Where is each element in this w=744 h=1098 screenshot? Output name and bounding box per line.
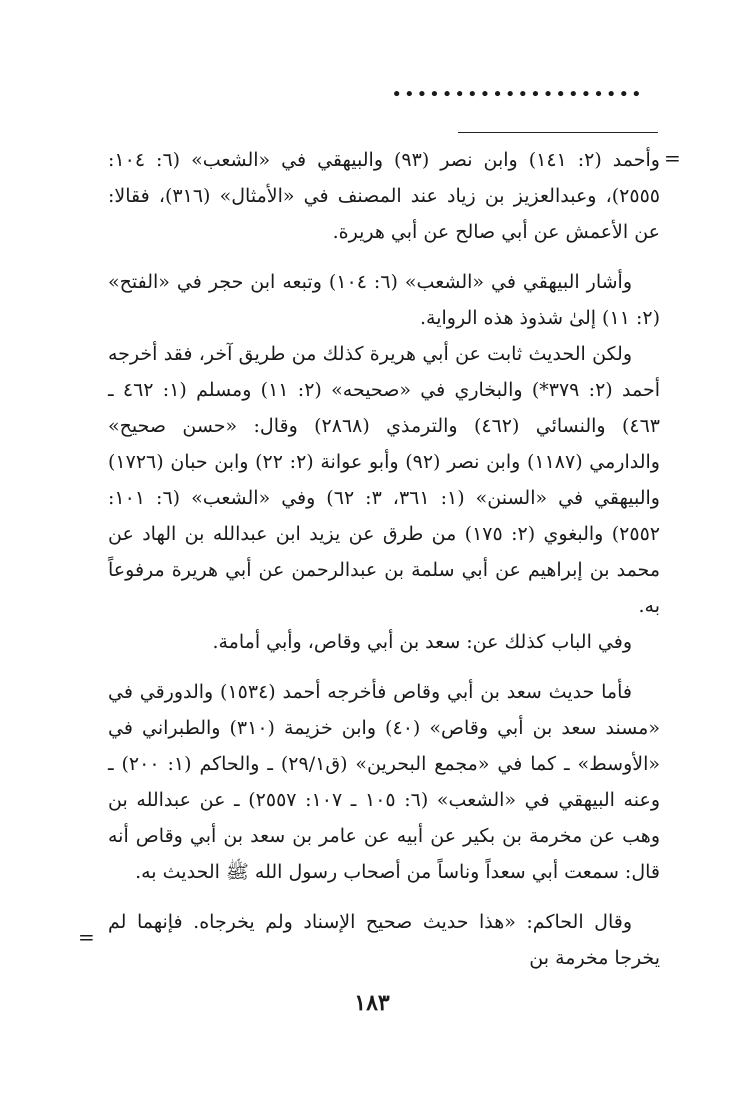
footnote-continuation-mark-start: = <box>664 146 681 170</box>
footnote-paragraph-2: وأشار البيهقي في «الشعب» (٦: ١٠٤) وتبعه ابن حجر في «الفتح» (٢: ١١) إلىٰ شذوذ هذه الرواية. <box>108 271 660 329</box>
footnote-paragraph-6: وقال الحاكم: «هذا حديث صحيح الإسناد ولم يخرجاه. فإنهما لم يخرجا مخرمة بن <box>108 911 660 969</box>
footnote-text-block <box>108 142 660 976</box>
footnote-paragraph-3: ولكن الحديث ثابت عن أبي هريرة كذلك من طريق آخر، فقد أخرجه أحمد (٢: ٣٧٩*) والبخاري في «صحيحه» (٢: ١١) ومسلم (١: ٤٦٢ ـ ٤٦٣) والنسائي (٤٦٢) والترمذي (٢٨٦٨) وقال: «حسن صحيح» والدارمي (١١٨٧) وابن نصر (٩٢) وأبو عوانة (٢: ٢٢) وابن حبان (١٧٢٦) والبيهقي في «السنن» (١: ٣٦١، ٣: ٦٢) وفي «الشعب» (٦: ١٠١: ٢٥٥٢) والبغوي (٢: ١٧٥) من طرق عن يزيد ابن عبدالله بن الهاد عن محمد بن إبراهيم عن أبي سلمة بن عبدالرحمن عن أبي هريرة مرفوعاً به. <box>108 343 660 617</box>
footnote-paragraph-5: فأما حديث سعد بن أبي وقاص فأخرجه أحمد (١٥٣٤) والدورقي في «مسند سعد بن أبي وقاص» (٤٠) وابن خزيمة (٣١٠) والطبراني في «الأوسط» ـ كما في «مجمع البحرين» (ق٢٩/١) ـ والحاكم (١: ٢٠٠) ـ وعنه البيهقي في «الشعب» (٦: ١٠٥ ـ ١٠٧: ٢٥٥٧) ـ عن عبدالله بن وهب عن مخرمة بن بكير عن أبيه عن عامر بن سعد بن أبي وقاص أنه قال: سمعت أبي سعداً وناساً من أصحاب رسول الله ﷺ الحديث به. <box>108 681 660 883</box>
header-ornament-dots: •••••••••••••••••••• <box>391 84 644 105</box>
footnote-continuation-mark-end: = <box>78 925 95 949</box>
footnote-paragraph-4: وفي الباب كذلك عن: سعد بن أبي وقاص، وأبي أمامة. <box>212 631 632 653</box>
footnote-separator-rule <box>458 132 658 133</box>
footnote-paragraph-1: وأحمد (٢: ١٤١) وابن نصر (٩٣) والبيهقي في «الشعب» (٦: ١٠٤: ٢٥٥٥)، وعبدالعزيز بن زياد عند المصنف في «الأمثال» (٣١٦)، فقالا: عن الأعمش عن أبي صالح عن أبي هريرة. <box>108 149 660 243</box>
page-number: ١٨٣ <box>354 990 390 1016</box>
